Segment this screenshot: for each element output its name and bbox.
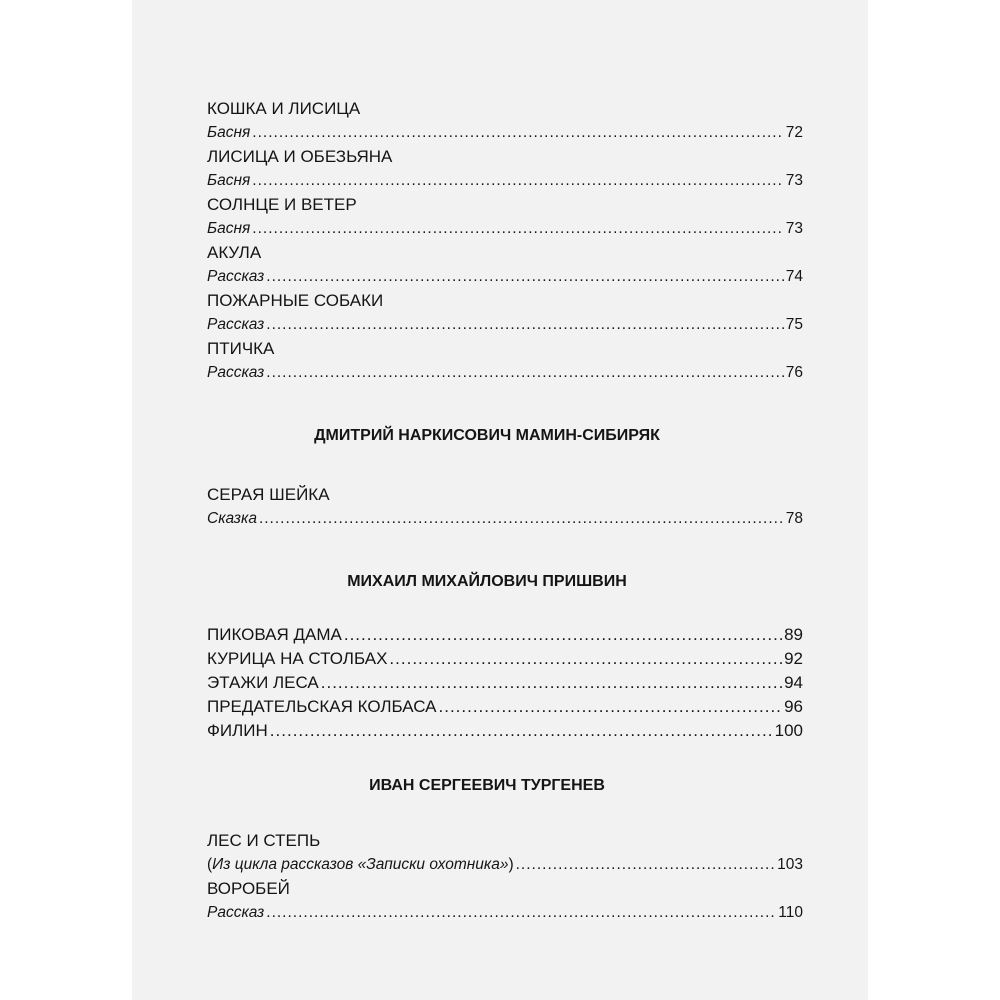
entry-title: ЛЕС И СТЕПЬ xyxy=(207,831,321,850)
entry-title: ЛИСИЦА И ОБЕЗЬЯНА xyxy=(207,147,393,166)
entry-genre: Рассказ xyxy=(207,904,265,921)
page-number: 100 xyxy=(774,721,803,740)
entry-leader xyxy=(207,853,803,877)
page-number: 92 xyxy=(784,649,803,668)
page-number: 74 xyxy=(785,268,803,285)
entry-subtitle-open: ( xyxy=(207,856,213,873)
entry-genre: Басня xyxy=(207,172,251,189)
dot-leader xyxy=(266,361,783,385)
entry-leader xyxy=(207,121,803,145)
entry-leader xyxy=(207,361,803,385)
entry xyxy=(207,241,803,289)
page-number: 110 xyxy=(778,904,803,921)
page-number: 94 xyxy=(784,673,803,692)
entry xyxy=(207,719,803,743)
entry-subtitle-close: ) xyxy=(508,856,514,873)
author-heading: ИВАН СЕРГЕЕВИЧ ТУРГЕНЕВ xyxy=(369,777,605,794)
entry-title: СОЛНЦЕ И ВЕТЕР xyxy=(207,195,357,214)
entry xyxy=(207,193,803,241)
dot-leader xyxy=(439,695,783,719)
entry-subtitle: Из цикла рассказов «Записки охотника» xyxy=(212,856,509,873)
entry-title: АКУЛА xyxy=(207,243,262,262)
entry xyxy=(207,695,803,719)
dot-leader xyxy=(266,265,783,289)
entry-title: ФИЛИН xyxy=(207,721,268,740)
entry-title: ЭТАЖИ ЛЕСА xyxy=(207,673,319,692)
page-number: 73 xyxy=(785,220,803,237)
entry-genre: Рассказ xyxy=(207,268,265,285)
dot-leader xyxy=(252,217,783,241)
author-heading: МИХАИЛ МИХАЙЛОВИЧ ПРИШВИН xyxy=(347,573,627,590)
entry-genre: Басня xyxy=(207,124,251,141)
page-number: 72 xyxy=(785,124,803,141)
entry xyxy=(207,647,803,671)
dot-leader xyxy=(259,507,784,531)
page-number: 75 xyxy=(785,316,803,333)
entry-genre: Басня xyxy=(207,220,251,237)
entry-genre: Рассказ xyxy=(207,316,265,333)
page-number: 96 xyxy=(784,697,803,716)
entry xyxy=(207,145,803,193)
entry xyxy=(207,829,803,877)
entry-leader xyxy=(207,901,803,925)
entry xyxy=(207,877,803,925)
entry-title: КОШКА И ЛИСИЦА xyxy=(207,99,361,118)
entry xyxy=(207,337,803,385)
entry-genre: Рассказ xyxy=(207,364,265,381)
entry-title: ПОЖАРНЫЕ СОБАКИ xyxy=(207,291,384,310)
page-number: 76 xyxy=(785,364,803,381)
dot-leader xyxy=(270,719,773,743)
entry xyxy=(207,623,803,647)
dot-leader xyxy=(252,169,783,193)
page-number: 89 xyxy=(784,625,803,644)
dot-leader xyxy=(266,313,783,337)
entry-leader xyxy=(207,313,803,337)
dot-leader xyxy=(516,853,776,877)
page-number: 78 xyxy=(785,510,803,527)
author-heading: ДМИТРИЙ НАРКИСОВИЧ МАМИН-СИБИРЯК xyxy=(314,427,660,444)
dot-leader xyxy=(266,901,776,925)
dot-leader xyxy=(344,623,782,647)
page-number: 73 xyxy=(785,172,803,189)
entry-leader xyxy=(207,169,803,193)
entry-title: СЕРАЯ ШЕЙКА xyxy=(207,485,330,504)
entry-title: КУРИЦА НА СТОЛБАХ xyxy=(207,649,388,668)
entry xyxy=(207,97,803,145)
entry xyxy=(207,289,803,337)
page-number: 103 xyxy=(777,856,803,873)
entry-title: ПРЕДАТЕЛЬСКАЯ КОЛБАСА xyxy=(207,697,437,716)
entry xyxy=(207,483,803,531)
entry-title: ПИКОВАЯ ДАМА xyxy=(207,625,342,644)
entry-title: ВОРОБЕЙ xyxy=(207,879,290,898)
entry-title: ПТИЧКА xyxy=(207,339,275,358)
dot-leader xyxy=(321,671,782,695)
entry xyxy=(207,671,803,695)
dot-leader xyxy=(252,121,783,145)
entry-leader xyxy=(207,217,803,241)
entry-leader xyxy=(207,507,803,531)
entry-genre: Сказка xyxy=(207,510,257,527)
dot-leader xyxy=(389,647,782,671)
table-of-contents xyxy=(207,97,803,925)
entry-leader xyxy=(207,265,803,289)
